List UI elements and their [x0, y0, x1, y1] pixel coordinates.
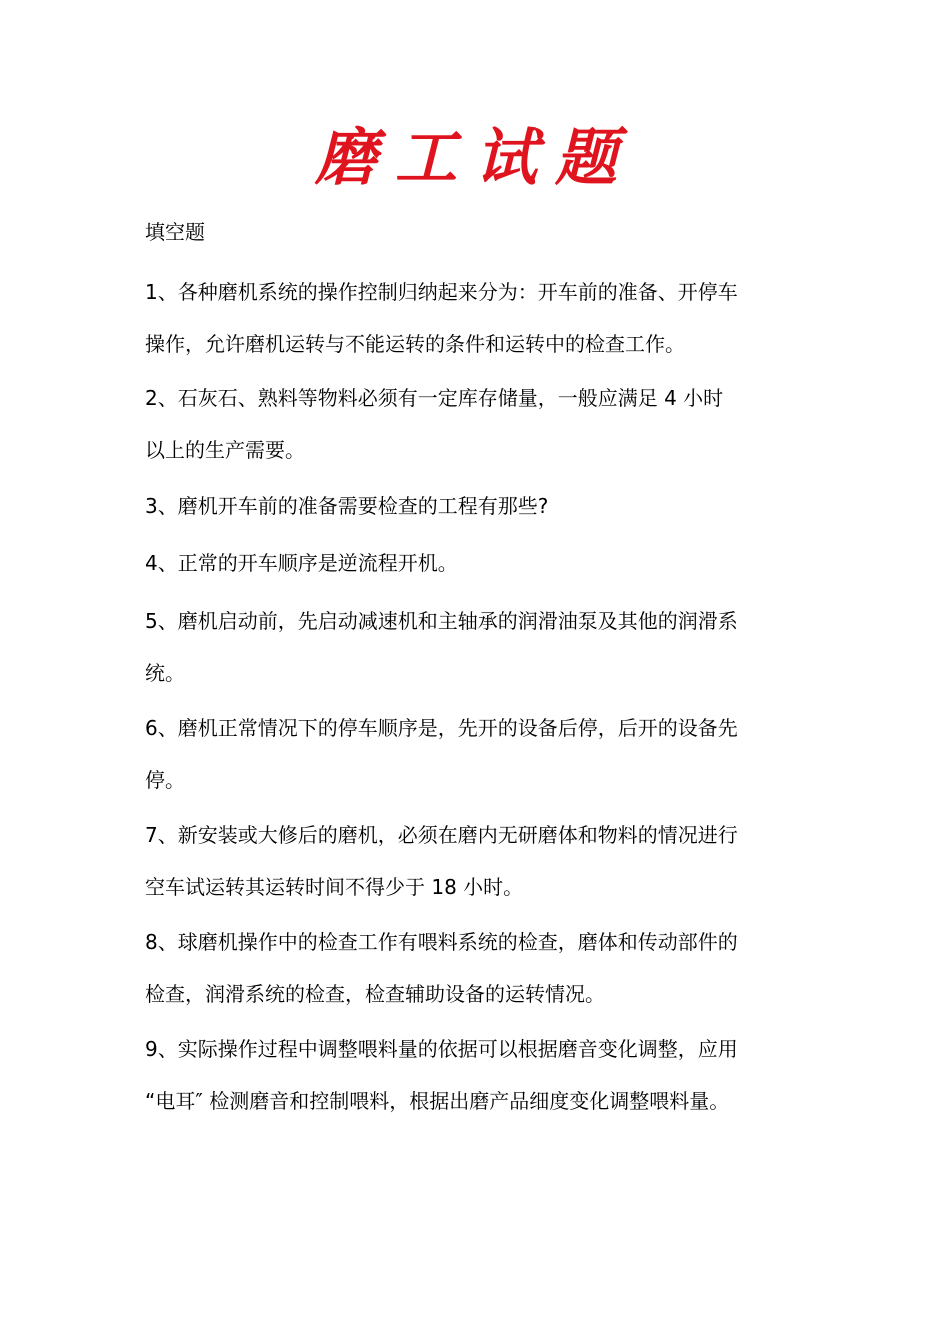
question-line: 5、磨机启动前，先启动减速机和主轴承的润滑油泵及其他的润滑系: [145, 609, 738, 633]
question-line: 3、磨机开车前的准备需要检查的工程有那些?: [145, 494, 549, 518]
question-5: [145, 595, 810, 699]
question-line: 4、正常的开车顺序是逆流程开机。: [145, 551, 458, 575]
question-line: 1、各种磨机系统的操作控制归纳起来分为：开车前的准备、开停车: [145, 280, 738, 304]
question-line: 2、石灰石、熟料等物料必须有一定库存储量，一般应满足 4 小时: [145, 386, 724, 410]
question-line: 停。: [145, 768, 185, 792]
question-3: [145, 480, 810, 532]
question-line: 9、实际操作过程中调整喂料量的依据可以根据磨音变化调整，应用: [145, 1037, 738, 1061]
question-2: [145, 372, 810, 476]
document-title: 磨工试题: [314, 121, 635, 194]
question-line: 统。: [145, 661, 185, 685]
question-line: 6、磨机正常情况下的停车顺序是，先开的设备后停，后开的设备先: [145, 716, 738, 740]
question-1: [145, 266, 810, 370]
question-6: [145, 702, 810, 806]
question-line: 8、球磨机操作中的检查工作有喂料系统的检查，磨体和传动部件的: [145, 930, 738, 954]
question-4: [145, 537, 810, 589]
section-heading: 填空题: [145, 220, 205, 244]
question-7: [145, 809, 810, 913]
question-line: 7、新安装或大修后的磨机，必须在磨内无研磨体和物料的情况进行: [145, 823, 738, 847]
question-9: [145, 1023, 810, 1127]
question-line: “电耳″ 检测磨音和控制喂料，根据出磨产品细度变化调整喂料量。: [145, 1089, 730, 1113]
question-line: 空车试运转其运转时间不得少于 18 小时。: [145, 875, 524, 899]
question-line: 操作，允许磨机运转与不能运转的条件和运转中的检查工作。: [145, 332, 685, 356]
question-line: 以上的生产需要。: [145, 438, 305, 462]
question-8: [145, 916, 810, 1020]
question-line: 检查，润滑系统的检查，检查辅助设备的运转情况。: [145, 982, 605, 1006]
